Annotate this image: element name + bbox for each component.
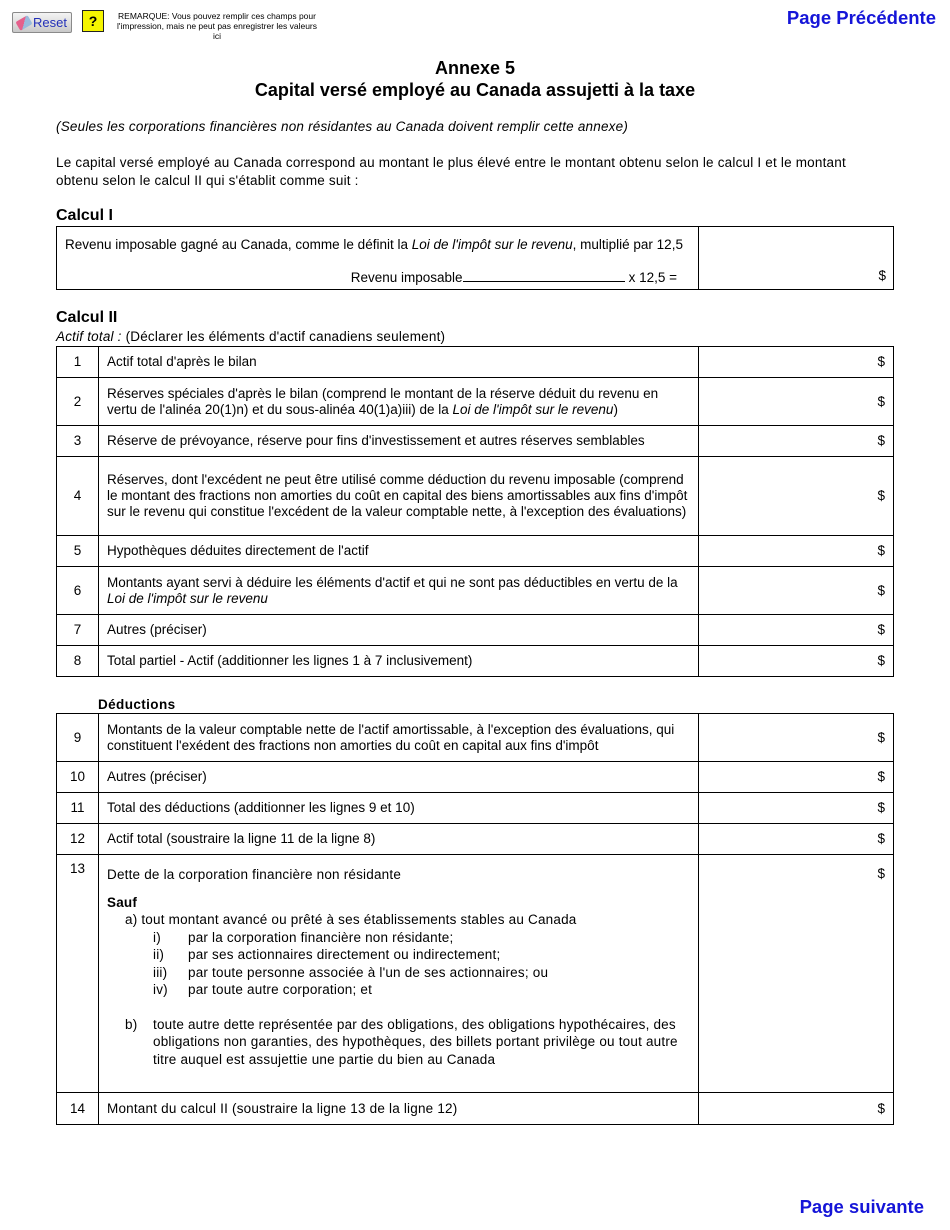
dollar-sign: $ (877, 866, 885, 881)
calcul1-description: Revenu imposable gagné au Canada, comme le définit la Loi de l'impôt sur le revenu, multiplié par 12,5 (65, 237, 683, 252)
line-8-amount-field[interactable] (699, 646, 894, 677)
previous-page-link[interactable]: Page Précédente (786, 7, 936, 28)
line-12-amount-field[interactable] (699, 824, 894, 855)
line-14-description: Montant du calcul II (soustraire la ligne 13 de la ligne 12) (99, 1093, 699, 1125)
dollar-sign: $ (878, 267, 886, 283)
deductions-table (56, 713, 894, 1125)
revenue-line (351, 270, 677, 285)
table-row-11 (57, 793, 894, 824)
line-2-description: Réserves spéciales d'après le bilan (comprend le montant de la réserve déduit du revenu en vertu de l'alinéa 20(1)n) et du sous-alinéa 40(1)a)iii) de la Loi de l'impôt sur le revenu) (99, 378, 699, 426)
line-number: 6 (57, 567, 99, 615)
revenue-input[interactable] (463, 270, 625, 282)
dollar-sign: $ (877, 729, 885, 745)
dollar-sign: $ (877, 1100, 885, 1116)
dollar-sign: $ (877, 393, 885, 409)
table-row-2 (57, 378, 894, 426)
line-7-description: Autres (préciser) (99, 615, 699, 646)
page-title: Annexe 5 (434, 58, 516, 78)
line-number: 7 (57, 615, 99, 646)
line-4-amount-field[interactable] (699, 457, 894, 536)
assets-table (56, 346, 894, 677)
table-row-9 (57, 714, 894, 762)
revenue-label: Revenu imposable (350, 270, 463, 285)
calcul1-amount-field[interactable] (698, 226, 894, 290)
table-row-13 (57, 855, 894, 1093)
help-button[interactable] (82, 10, 104, 32)
line-number: 12 (57, 824, 99, 855)
line-1-amount-field[interactable] (699, 347, 894, 378)
table-row-8 (57, 646, 894, 677)
line-9-description: Montants de la valeur comptable nette de l'actif amortissable, à l'exception des évaluations, qui constituent l'exédent des fractions non amorties du coût en capital aux fins d'impôt (99, 714, 699, 762)
dollar-sign: $ (877, 582, 885, 598)
dollar-sign: $ (877, 831, 885, 846)
multiplier-label: x 12,5 = (628, 270, 677, 285)
calcul1-heading: Calcul I (56, 207, 113, 224)
remark-note: REMARQUE: Vous pouvez remplir ces champs pour l'impression, mais ne peut pas enregistrer les valeurs ici (116, 11, 318, 41)
line-8-description: Total partiel - Actif (additionner les lignes 1 à 7 inclusivement) (99, 646, 699, 677)
line-13-amount-field[interactable] (699, 855, 894, 1093)
line-number: 13 (57, 855, 99, 1093)
dollar-sign: $ (877, 543, 885, 558)
line-3-description: Réserve de prévoyance, réserve pour fins d'investissement et autres réserves semblables (99, 426, 699, 457)
line-12-description: Actif total (soustraire la ligne 11 de la ligne 8) (99, 824, 699, 855)
line-number: 4 (57, 457, 99, 536)
line-11-description: Total des déductions (additionner les lignes 9 et 10) (99, 793, 699, 824)
line-2-amount-field[interactable] (699, 378, 894, 426)
line-1-description: Actif total d'après le bilan (99, 347, 699, 378)
eligibility-note: (Seules les corporations financières non résidantes au Canada doivent remplir cette annexe) (56, 119, 629, 134)
intro-paragraph: Le capital versé employé au Canada correspond au montant le plus élevé entre le montant obtenu selon le calcul I et le montant obtenu selon le calcul II qui s'établit comme suit : (56, 155, 846, 188)
line-5-description: Hypothèques déduites directement de l'actif (99, 536, 699, 567)
line-number: 5 (57, 536, 99, 567)
dollar-sign: $ (877, 800, 885, 815)
dollar-sign: $ (877, 769, 885, 784)
calcul2-heading: Calcul II (56, 309, 118, 326)
dollar-sign: $ (877, 433, 885, 448)
exception-item: i) par la corporation financière non résidante; (153, 929, 454, 945)
table-row-4 (57, 457, 894, 536)
reset-label: Reset (33, 15, 67, 30)
dollar-sign: $ (877, 354, 885, 369)
line-6-amount-field[interactable] (699, 567, 894, 615)
dollar-sign: $ (877, 622, 885, 637)
line-10-description: Autres (préciser) (99, 762, 699, 793)
line-number: 11 (57, 793, 99, 824)
reset-button[interactable] (12, 12, 72, 33)
line-9-amount-field[interactable] (699, 714, 894, 762)
exception-item: ii) par ses actionnaires directement ou indirectement; (153, 947, 501, 962)
table-row-1 (57, 347, 894, 378)
help-label: ? (88, 13, 98, 29)
line-5-amount-field[interactable] (699, 536, 894, 567)
exception-item: iv) par toute autre corporation; et (153, 982, 373, 997)
line-number: 1 (57, 347, 99, 378)
line-3-amount-field[interactable] (699, 426, 894, 457)
line-11-amount-field[interactable] (699, 793, 894, 824)
table-row-6 (57, 567, 894, 615)
eraser-icon (15, 15, 32, 31)
table-row-3 (57, 426, 894, 457)
table-row-5 (57, 536, 894, 567)
dollar-sign: $ (877, 488, 885, 503)
dollar-sign: $ (877, 653, 885, 668)
line-6-description: Montants ayant servi à déduire les éléments d'actif et qui ne sont pas déductibles en vertu de la Loi de l'impôt sur le revenu (99, 567, 699, 615)
line-10-amount-field[interactable] (699, 762, 894, 793)
table-row-14 (57, 1093, 894, 1125)
table-row-10 (57, 762, 894, 793)
table-row-7 (57, 615, 894, 646)
line-7-amount-field[interactable] (699, 615, 894, 646)
next-page-link[interactable]: Page suivante (799, 1196, 924, 1217)
line-number: 8 (57, 646, 99, 677)
page-subtitle: Capital versé employé au Canada assujetti à la taxe (254, 80, 696, 100)
line-number: 3 (57, 426, 99, 457)
deductions-heading: Déductions (98, 697, 176, 712)
line-13-description: Dette de la corporation financière non résidante Sauf a) tout montant avancé ou prêté à ses établissements stables au Canada i) par la corporation financière non résidante; ii) par ses actionnaires directement ou indirectement; iii) par toute personne associée à l'un de ses actionnaires; ou iv) par toute autre corporation; et b) toute autre dette représentée par des obligations, des obligations hypothécaires, des obligations non garanties, des hypothèques, des billets portant privilège ou tout autre titre auquel est assujettie une partie du bien au Canada (99, 855, 699, 1093)
line-number: 9 (57, 714, 99, 762)
table-row-12 (57, 824, 894, 855)
exception-item: iii) par toute personne associée à l'un de ses actionnaires; ou (153, 964, 549, 980)
calcul1-box (56, 226, 894, 290)
line-number: 2 (57, 378, 99, 426)
line-number: 14 (57, 1093, 99, 1125)
total-assets-subheading: Actif total : (Déclarer les éléments d'actif canadiens seulement) (56, 329, 446, 344)
line-14-amount-field[interactable] (699, 1093, 894, 1125)
line-number: 10 (57, 762, 99, 793)
line-4-description: Réserves, dont l'excédent ne peut être utilisé comme déduction du revenu imposable (comprend le montant des fractions non amorties du coût en capital des biens amortissables aux fins d'impôt sur le revenu qui constitue l'excédent de la valeur comptable nette, à l'exception des évaluations) (99, 457, 699, 536)
